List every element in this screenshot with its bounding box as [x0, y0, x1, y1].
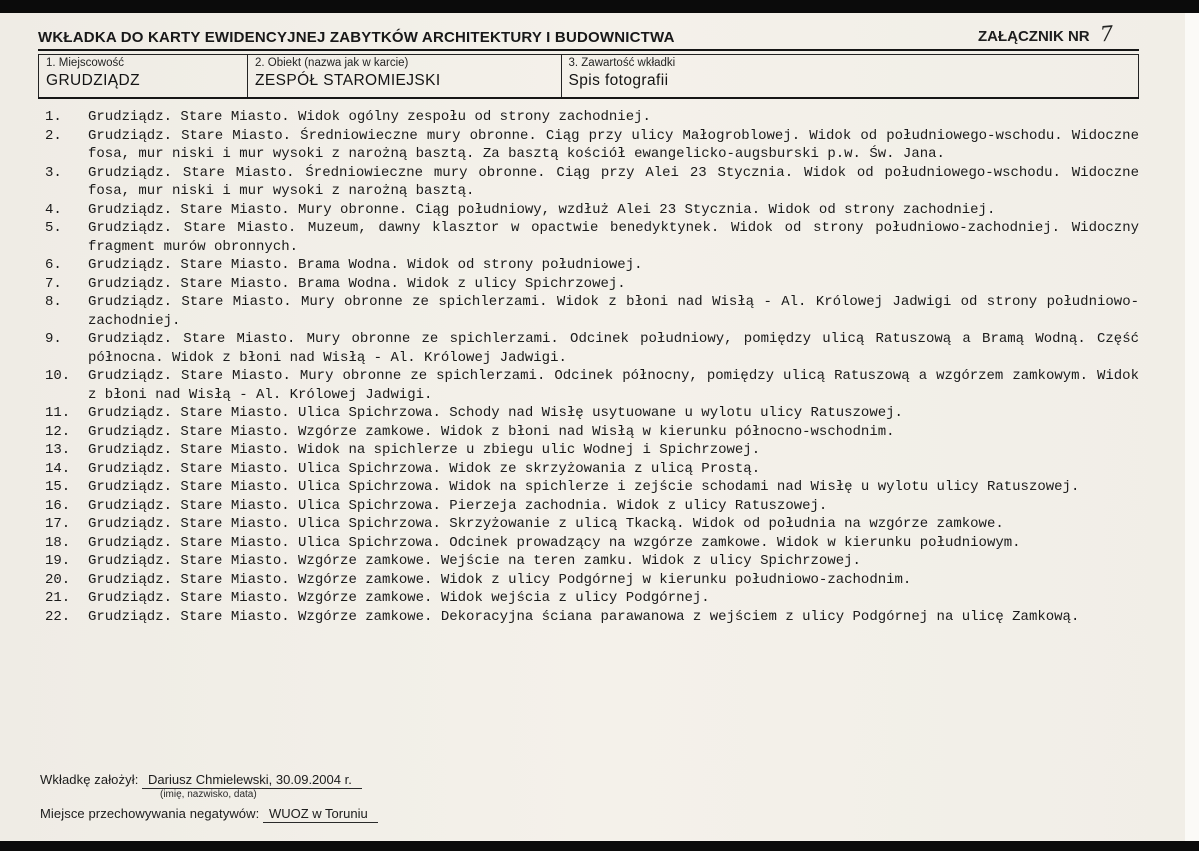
- list-item: [38, 589, 1139, 608]
- list-item: [38, 497, 1139, 516]
- photo-item-text: Grudziądz. Stare Miasto. Ulica Spichrzowa. Odcinek prowadzący na wzgórze zamkowe. Widok w kierunku południowym.: [88, 534, 1021, 551]
- photo-item-text: Grudziądz. Stare Miasto. Ulica Spichrzowa. Pierzeja zachodnia. Widok z ulicy Ratuszowej.: [88, 497, 828, 514]
- info-cell-contents: [561, 55, 1139, 99]
- list-item: [38, 571, 1139, 590]
- scan-edge-bottom: [0, 841, 1199, 851]
- photo-item-text: Grudziądz. Stare Miasto. Średniowieczne mury obronne. Ciąg przy ulicy Małogroblowej. Widok od południowego-wschodu. Widoczne fosa, mur niski i mur wysoki z narożną basztą. Za basztą kościół ewangelicko-augsburski p.w. Św. Jana.: [88, 127, 1139, 162]
- photo-item-number: 18.: [45, 534, 71, 551]
- list-item: [38, 478, 1139, 497]
- photo-item-text: Grudziądz. Stare Miasto. Mury obronne ze spichlerzami. Widok z błoni nad Wisłą - Al. Królowej Jadwigi od strony południowo-zachodniej.: [88, 294, 1139, 329]
- photo-item-text: Grudziądz. Stare Miasto. Ulica Spichrzowa. Skrzyżowanie z ulicą Tkacką. Widok od południa na wzgórze zamkowe.: [88, 516, 1004, 532]
- list-item: [38, 293, 1139, 330]
- negatives-value: WUOZ w Toruniu: [263, 806, 378, 823]
- photo-item-number: 11.: [45, 405, 71, 421]
- photo-item-number: 13.: [45, 442, 71, 458]
- photo-item-text: Grudziądz. Stare Miasto. Ulica Spichrzowa. Schody nad Wisłę usytuowane u wylotu ulicy Ratuszowej.: [88, 405, 903, 421]
- list-item: [38, 367, 1139, 404]
- photo-item-text: Grudziądz. Stare Miasto. Widok na spichlerze u zbiegu ulic Wodnej i Spichrzowej.: [88, 442, 761, 458]
- info-cell-object: [248, 55, 562, 99]
- info-table: [38, 54, 1139, 99]
- photo-item-text: Grudziądz. Stare Miasto. Wzgórze zamkowe. Widok z błoni nad Wisłą w kierunku północno-wschodnim.: [88, 423, 895, 440]
- photo-item-number: 5.: [45, 220, 62, 236]
- list-item: [38, 423, 1139, 442]
- photo-item-number: 12.: [45, 423, 71, 440]
- photo-item-number: 19.: [45, 553, 71, 569]
- photo-item-text: Grudziądz. Stare Miasto. Średniowieczne mury obronne. Ciąg przy Alei 23 Stycznia. Widok od południowego-wschodu. Widoczne fosa, mur niski i mur wysoki z narożną basztą.: [88, 164, 1139, 199]
- photo-item-text: Grudziądz. Stare Miasto. Wzgórze zamkowe. Dekoracyjna ściana parawanowa z wejściem z ulicy Podgórnej na ulicę Zamkową.: [88, 608, 1080, 625]
- negatives-row: [40, 806, 378, 821]
- list-item: [38, 275, 1139, 294]
- list-item: [38, 201, 1139, 220]
- attachment-label-text: ZAŁĄCZNIK NR: [977, 28, 1090, 45]
- info-value-object: ZESPÓŁ STAROMIEJSKI: [255, 72, 441, 89]
- photo-item-number: 20.: [45, 571, 71, 588]
- photo-item-number: 3.: [45, 164, 62, 181]
- photo-item-number: 2.: [45, 127, 62, 144]
- photo-item-number: 17.: [45, 516, 71, 532]
- photo-item-number: 8.: [45, 294, 62, 310]
- photo-item-text: Grudziądz. Stare Miasto. Ulica Spichrzowa. Widok ze skrzyżowania z ulicą Prostą.: [88, 460, 761, 477]
- document-header: [38, 22, 1139, 51]
- info-label-locality: 1. Miejscowość: [46, 57, 124, 69]
- photo-item-text: Grudziądz. Stare Miasto. Brama Wodna. Widok od strony południowej.: [88, 257, 643, 273]
- founder-label: Wkładkę założył:: [40, 772, 139, 787]
- founder-hint: (imię, nazwisko, data): [160, 789, 257, 800]
- list-item: [38, 552, 1139, 571]
- list-item: [38, 127, 1139, 164]
- list-item: [38, 515, 1139, 534]
- photo-item-text: Grudziądz. Stare Miasto. Ulica Spichrzowa. Widok na spichlerze i zejście schodami nad Wisłę u wylotu ulicy Ratuszowej.: [88, 479, 1080, 495]
- document-footer: [40, 772, 378, 823]
- photo-list: [38, 108, 1139, 626]
- founder-row: [40, 772, 378, 787]
- photo-item-text: Grudziądz. Stare Miasto. Mury obronne ze spichlerzami. Odcinek północny, pomiędzy ulicą Ratuszową a wzgórzem zamkowym. Widok z błoni nad Wisłą - Al. Królowej Jadwigi.: [88, 368, 1139, 403]
- list-item: [38, 256, 1139, 275]
- list-item: [38, 330, 1139, 367]
- photo-item-text: Grudziądz. Stare Miasto. Wzgórze zamkowe. Widok z ulicy Podgórnej w kierunku południowo-zachodnim.: [88, 571, 912, 588]
- founder-value: Dariusz Chmielewski, 30.09.2004 r.: [142, 772, 362, 789]
- photo-item-text: Grudziądz. Stare Miasto. Widok ogólny zespołu od strony zachodniej.: [88, 109, 651, 125]
- photo-item-number: 14.: [45, 460, 71, 477]
- list-item: [38, 460, 1139, 479]
- list-item: [38, 404, 1139, 423]
- document-title: WKŁADKA DO KARTY EWIDENCYJNEJ ZABYTKÓW ARCHITEKTURY I BUDOWNICTWA: [38, 29, 675, 46]
- photo-item-number: 16.: [45, 497, 71, 514]
- photo-item-text: Grudziądz. Stare Miasto. Mury obronne. Ciąg południowy, wzdłuż Alei 23 Stycznia. Widok od strony zachodniej.: [88, 201, 996, 218]
- info-value-locality: GRUDZIĄDZ: [46, 72, 141, 89]
- photo-item-text: Grudziądz. Stare Miasto. Muzeum, dawny klasztor w opactwie benedyktynek. Widok od strony południowo-zachodniej. Widoczny fragment murów obronnych.: [88, 220, 1139, 255]
- list-item: [38, 534, 1139, 553]
- info-value-contents: Spis fotografii: [568, 72, 669, 89]
- photo-item-number: 9.: [45, 331, 62, 347]
- photo-item-number: 15.: [45, 479, 71, 495]
- photo-item-number: 7.: [45, 275, 62, 292]
- photo-item-text: Grudziądz. Stare Miasto. Wzgórze zamkowe. Widok wejścia z ulicy Podgórnej.: [88, 590, 710, 606]
- list-item: [38, 441, 1139, 460]
- photo-item-number: 6.: [45, 257, 62, 273]
- photo-item-number: 4.: [45, 201, 62, 218]
- photo-item-text: Grudziądz. Stare Miasto. Mury obronne ze spichlerzami. Odcinek południowy, pomiędzy ulicą Ratuszową a Bramą Wodną. Część północna. Widok z błoni nad Wisłą - Al. Królowej Jadwigi.: [88, 331, 1139, 366]
- negatives-label: Miejsce przechowywania negatywów:: [40, 806, 260, 821]
- photo-item-number: 21.: [45, 590, 71, 606]
- info-label-contents: 3. Zawartość wkładki: [568, 57, 676, 69]
- attachment-label: [978, 22, 1139, 46]
- photo-item-number: 1.: [45, 109, 62, 125]
- photo-item-text: Grudziądz. Stare Miasto. Wzgórze zamkowe. Wejście na teren zamku. Widok z ulicy Spichrzowej.: [88, 553, 861, 569]
- info-label-object: 2. Obiekt (nazwa jak w karcie): [255, 57, 409, 69]
- photo-item-text: Grudziądz. Stare Miasto. Brama Wodna. Widok z ulicy Spichrzowej.: [88, 275, 626, 292]
- list-item: [38, 608, 1139, 627]
- list-item: [38, 164, 1139, 201]
- info-cell-locality: [39, 55, 248, 99]
- attachment-number-handwritten: 7: [1098, 21, 1115, 47]
- photo-item-number: 10.: [45, 368, 71, 384]
- photo-item-number: 22.: [45, 608, 71, 625]
- list-item: [38, 108, 1139, 127]
- list-item: [38, 219, 1139, 256]
